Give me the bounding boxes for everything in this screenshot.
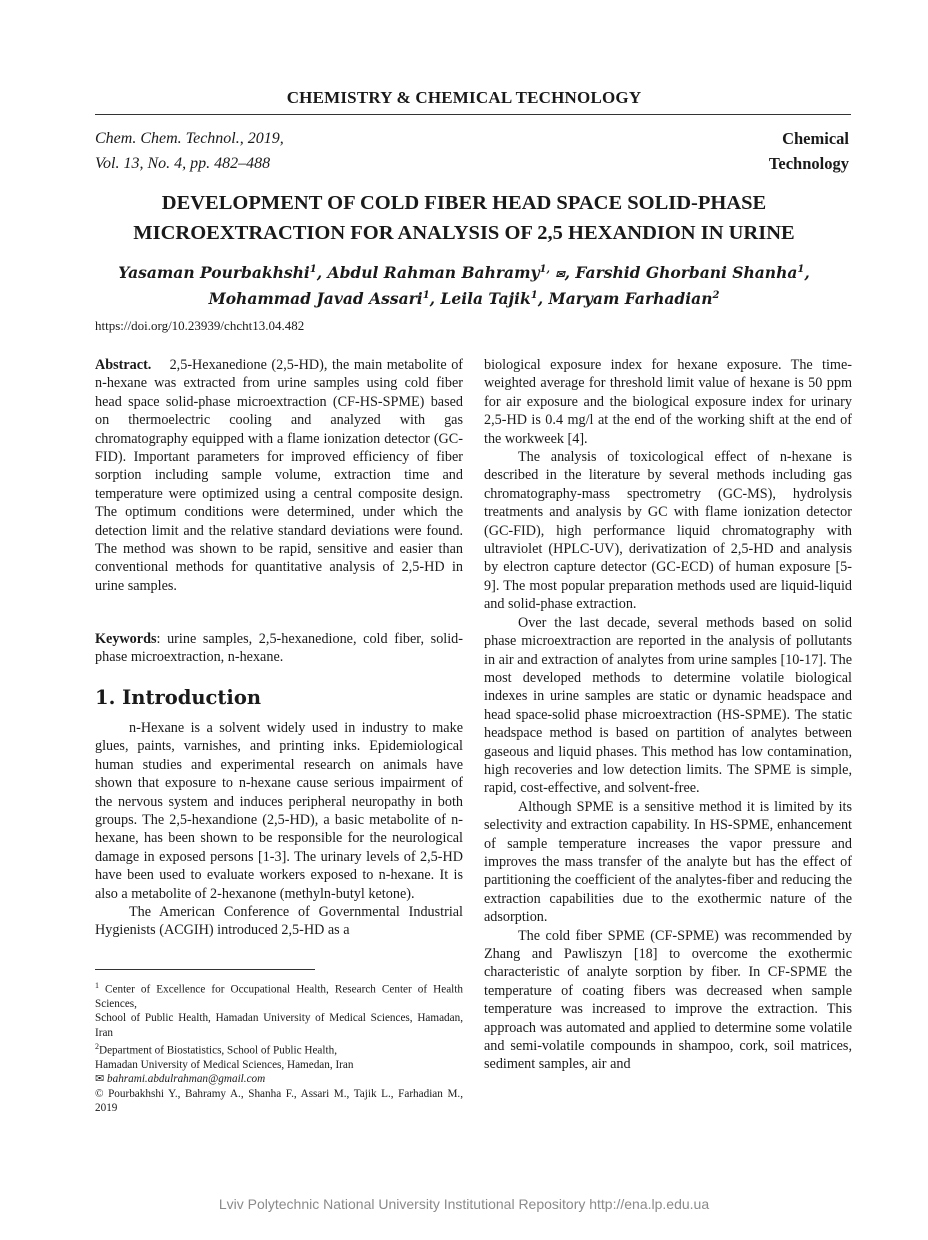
- footnote-2-mark: 2: [95, 1041, 99, 1051]
- copyright: © Pourbakhshi Y., Bahramy A., Shanha F., Assari M., Tajik L., Farhadian M., 2019: [95, 1087, 463, 1114]
- citation-line-1: Chem. Chem. Technol., 2019,: [95, 130, 284, 147]
- doi-link[interactable]: https://doi.org/10.23939/chcht13.04.482: [95, 318, 305, 333]
- right-paragraph-4: Although SPME is a sensitive method it is limited by its selectivity and extraction capability. In HS-SPME, enhancement of sample temperature increases the vapor pressure and improves the mass transfer of the analyte but has the effect of partitioning the coefficient of the analytes-fiber and reducing the extraction capabilities due to the exothermic nature of the adsorption.: [484, 798, 852, 926]
- intro-paragraph-1: n-Hexane is a solvent widely used in industry to make glues, paints, varnishes, and printing inks. Epidemiological human studies and experimental research on animals have shown that exposure to n-hexane cause serious impairment of the nervous system and induces peripheral neuropathy in both groups. The 2,5-hexandione (2,5-HD), a basic metabolite of n-hexane, has been shown to be responsible for the neurological damage in exposed persons [1-3]. The urinary levels of 2,5-HD have been used to evaluate workers exposed to n-hexane. It is also a metabolite of 2-hexanone (methyln-butyl ketone).: [95, 720, 463, 902]
- authors-line-2: Mohammad Javad Assari$^1$, Leila Tajik$^1$, Maryam Farhadian$^2$: [208, 289, 720, 309]
- journal-header: CHEMISTRY & CHEMICAL TECHNOLOGY: [286, 88, 642, 107]
- section-line-1: Chemical: [782, 129, 849, 148]
- section-heading-introduction: 1. Introduction: [95, 686, 262, 709]
- email-address[interactable]: bahrami.abdulrahman@gmail.com: [107, 1073, 266, 1086]
- keywords-label: Keywords: [95, 631, 157, 647]
- footnote-2: Department of Biostatistics, School of Public Health,: [99, 1044, 338, 1057]
- footnote-2b: Hamadan University of Medical Sciences, Hamedan, Iran: [95, 1058, 354, 1071]
- author-3: Farshid Ghorbani Shanha: [575, 263, 798, 283]
- author-4: Mohammad Javad Assari: [208, 289, 423, 309]
- citation: [95, 126, 284, 176]
- footnotes: [95, 979, 463, 1115]
- keywords-text: : urine samples, 2,5-hexanedione, cold fiber, solid-phase microextraction, n-hexane.: [95, 631, 463, 666]
- right-paragraph-3: Over the last decade, several methods based on solid phase microextraction are reported in the analysis of pollutants in air and extraction of analytes from urine samples [10-17]. The most developed methods to determine volatile biological indexes in urine samples are static or dynamic headspace and head space-solid phase microextraction (HS-SPME). The static headspace method is based on partition of analytes between gaseous and liquid phases. This method has low contamination, high recoveries and low detection limits. The SPME is simple, rapid, cost-effective, and solvent-free.: [484, 614, 852, 797]
- footnote-rule: [95, 969, 315, 970]
- footnote-1: Center of Excellence for Occupational Health, Research Center of Health Sciences,: [95, 983, 463, 1011]
- right-paragraph-1: biological exposure index for hexane exposure. The time-weighted average for threshold limit value of hexane is 50 ppm for air exposure and the biological exposure index for urinary 2,5-HD is 0.4 mg/l at the end of the working shift at the end of the workweek [4].: [484, 357, 852, 447]
- keywords: [95, 630, 463, 667]
- title-line-1: DEVELOPMENT OF COLD FIBER HEAD SPACE SOLID-PHASE: [161, 192, 767, 214]
- footnote-1-mark: 1: [95, 981, 99, 990]
- right-paragraph-5: The cold fiber SPME (CF-SPME) was recommended by Zhang and Pawliszyn [18] to overcome the exothermic characteristic of analyte sorption by fiber. In CF-SPME the temperature of coating fibers was decreased when sample temperature was increased to improve the extraction. This approach was automated and applied to determine some volatile and semi-volatile compounds in shampoo, cork, soil matrices, sediment samples, air and: [484, 927, 852, 1073]
- title-line-2: MICROEXTRACTION FOR ANALYSIS OF 2,5 HEXANDION IN URINE: [133, 222, 795, 244]
- author-5-affil: 1: [530, 290, 538, 302]
- abstract-label: Abstract.: [95, 357, 152, 373]
- envelope-icon: ✉: [555, 268, 565, 282]
- authors-line-1: Yasaman Pourbakhshi$^1$, Abdul Rahman Bahramy$^{1,}$ ✉, Farshid Ghorbani Shanha$^1$,: [118, 263, 810, 283]
- author-3-affil: 1: [797, 264, 805, 275]
- header-rule: [95, 114, 851, 115]
- abstract: [95, 356, 463, 595]
- right-column-text: [484, 356, 852, 1074]
- citation-line-2: Vol. 13, No. 4, pp. 482–488: [95, 155, 271, 172]
- section-line-2: Technology: [768, 154, 849, 173]
- envelope-icon: ✉: [95, 1073, 105, 1086]
- right-paragraph-2: The analysis of toxicological effect of n-hexane is described in the literature by several methods including gas chromatography-mass spectrometry (GC-MS), hydrolysis treatments and analysis by GC with flame ionization detector (GC-FID), high performance liquid chromatography with ultraviolet (HPLC-UV), derivatization of 2,5-HD and analysis by electron capture detector (GC-ECD) of human exposure [5-9]. The most popular preparation methods used are liquid-liquid and solid-phase extraction.: [484, 449, 852, 613]
- repository-footer: Lviv Polytechnic National University Institutional Repository http://ena.lp.edu.ua: [218, 1196, 710, 1212]
- author-4-affil: 1: [422, 290, 430, 302]
- author-6-affil: 2: [712, 290, 720, 302]
- author-1-affil: 1: [309, 264, 317, 275]
- author-2: Abdul Rahman Bahramy: [327, 263, 540, 283]
- section-label: [769, 126, 849, 176]
- paper-title: [60, 188, 868, 248]
- intro-paragraph-2: The American Conference of Governmental Industrial Hygienists (ACGIH) introduced 2,5-HD as a: [95, 904, 463, 939]
- abstract-text: 2,5-Hexanedione (2,5-HD), the main metabolite of n-hexane was extracted from urine samples using cold fiber head space solid-phase microextraction (CF-HS-SPME) based on thermoelectric cooling and analyzed with gas chromatography equipped with a flame ionization detector (GC-FID). Important parameters for improved efficiency of fiber sorption including sample volume, extraction time and temperature were optimized using a central composite design. The optimum conditions were determined, under which the detection limit and the relative standard deviations were found. The method was shown to be rapid, sensitive and easier than conventional methods for quantitative analysis of 2,5-HD in urine samples.: [95, 357, 464, 594]
- author-5: Leila Tajik: [440, 289, 531, 309]
- footnote-1b: School of Public Health, Hamadan University of Medical Sciences, Hamadan, Iran: [95, 1012, 463, 1039]
- introduction-text: [95, 719, 463, 940]
- author-6: Maryam Farhadian: [548, 289, 713, 309]
- author-list: [60, 259, 868, 309]
- author-1: Yasaman Pourbakhshi: [118, 263, 310, 283]
- author-2-affil: 1,: [539, 264, 550, 275]
